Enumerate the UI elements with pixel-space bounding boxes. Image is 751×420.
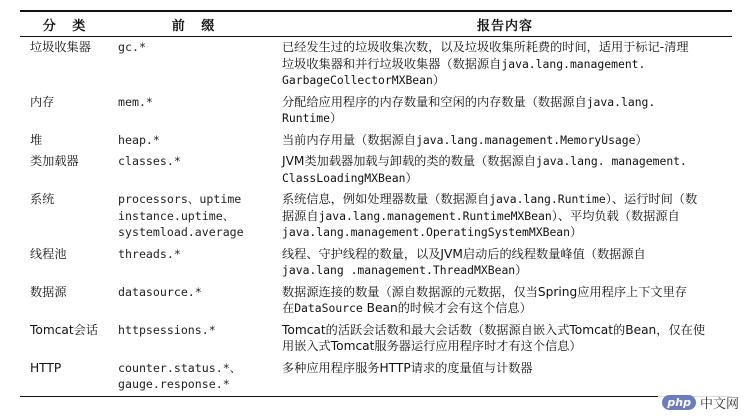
description-text: 据源自 (282, 208, 319, 223)
description-text: JVM类加载器加载与卸载的类的数量（数据源自 (282, 154, 537, 168)
code-text: GarbageCollectorMXBean (282, 73, 433, 87)
row-description (278, 320, 732, 358)
description-text: 数据源连接的数量（源自数据源的元数据，仅当Spring应用程序上下文里存 (282, 284, 687, 299)
code-text: Runtime (282, 111, 331, 125)
code-text: java.lang.management. (501, 56, 646, 71)
row-category: 类加载器 (30, 154, 79, 168)
table-row (20, 282, 732, 320)
row-category: 堆 (30, 132, 43, 147)
description-text: 分配给应用程序的内存数量和空闲的内存数量（数据源自 (282, 94, 587, 109)
description-line (282, 132, 728, 149)
description-line (282, 338, 728, 355)
description-line (282, 322, 728, 339)
table-row (20, 151, 732, 189)
description-line (282, 153, 728, 170)
code-text: java.lang.management.RuntimeMXBean (318, 208, 552, 223)
description-line (282, 360, 728, 377)
row-category: HTTP (20, 358, 114, 397)
description-line (282, 72, 728, 89)
table-row (20, 130, 732, 152)
row-prefix (114, 92, 278, 130)
description-text: Bean的时候才会有这个信息） (362, 301, 532, 315)
row-category: 数据源 (30, 284, 67, 299)
description-line (282, 56, 728, 73)
header-category: 分 类 (20, 11, 114, 37)
row-description (278, 282, 732, 320)
description-text: 在 (282, 301, 295, 315)
row-prefix (114, 358, 278, 397)
row-prefix (114, 151, 278, 189)
code-text: java.lang .management.ThreadMXBean (282, 263, 516, 277)
row-prefix (114, 320, 278, 358)
code-text: java.lang.management.OperatingSystemMXBean (282, 225, 571, 239)
description-text: 垃圾收集器和并行垃圾收集器（数据源自 (282, 56, 502, 71)
description-text: ） (432, 73, 446, 87)
description-line (282, 262, 728, 279)
row-category: 系统 (30, 192, 55, 206)
row-description (278, 244, 732, 282)
description-line (282, 224, 728, 241)
prefix-line: processors、uptime (118, 192, 242, 206)
prefix-line: systemload.average (118, 225, 244, 239)
description-text: ） (405, 170, 418, 185)
prefix-line: mem.* (118, 94, 153, 109)
description-text: 系统信息，例如处理器数量（数据源自 (282, 192, 490, 206)
row-category: 线程池 (30, 246, 67, 261)
table-row (20, 244, 732, 282)
prefix-line: counter.status.*、 (118, 360, 242, 375)
row-description (278, 92, 732, 130)
prefix-line: datasource.* (118, 284, 202, 299)
code-text: java.lang.Runtime (489, 192, 606, 206)
description-line (282, 191, 728, 208)
table-row (20, 189, 732, 244)
description-text: 多种应用程序服务HTTP请求的度量值与计数器 (282, 360, 533, 375)
row-prefix (114, 282, 278, 320)
row-prefix (114, 130, 278, 152)
table-row (20, 320, 732, 358)
table-row (20, 358, 732, 397)
code-text: java.lang. management. (536, 154, 687, 168)
code-text: DataSource (294, 301, 363, 315)
description-line (282, 94, 728, 111)
prefix-line: threads.* (118, 246, 181, 261)
prefix-line: httpsessions.* (118, 322, 216, 337)
description-line (282, 170, 728, 187)
table-row (20, 37, 732, 92)
code-text: java.lang.management.MemoryUsage (416, 132, 636, 147)
description-line (282, 110, 728, 127)
code-text: java.lang. (586, 94, 656, 109)
row-description (278, 37, 732, 92)
description-text: ） (635, 132, 648, 147)
description-text: 已经发生过的垃圾收集次数，以及垃圾收集所耗费的时间，适用于标记-清理 (282, 40, 689, 54)
description-text: 用嵌入式Tomcat服务器运行应用程序时才有这个信息） (282, 339, 582, 353)
prefix-line: classes.* (118, 154, 181, 168)
prefix-line: heap.* (118, 132, 160, 147)
row-category: 垃圾收集器 (30, 40, 91, 54)
prefix-line: instance.uptime、 (118, 208, 235, 223)
watermark-text: 中文网 (699, 397, 739, 412)
row-prefix (114, 189, 278, 244)
row-prefix (114, 37, 278, 92)
row-category: Tomcat会话 (30, 322, 99, 337)
row-description (278, 189, 732, 244)
description-text: 线程、守护线程的数量，以及JVM启动后的线程数量峰值（数据源自 (282, 246, 646, 261)
description-text: Tomcat的活跃会话数和最大会话数（数据源自嵌入式Tomcat的Bean，仅在使 (282, 322, 706, 337)
header-report: 报告内容 (278, 11, 732, 37)
prefix-line: gc.* (118, 40, 146, 54)
description-line (282, 284, 728, 301)
row-description (278, 151, 732, 189)
row-prefix (114, 244, 278, 282)
description-text: ） (570, 225, 583, 239)
description-text: ） (515, 263, 528, 277)
metrics-table (20, 10, 732, 397)
watermark (658, 391, 743, 414)
prefix-line: gauge.response.* (118, 377, 230, 391)
description-line (282, 300, 728, 317)
php-logo: php (662, 395, 696, 410)
row-category: 内存 (30, 94, 55, 109)
description-text: ）、平均负载（数据源自 (551, 208, 680, 223)
description-text: 当前内存用量（数据源自 (282, 132, 417, 147)
description-line (282, 208, 728, 225)
description-text: ）、运行时间（数 (605, 192, 698, 206)
table-header-row (20, 11, 732, 37)
description-line (282, 39, 728, 56)
description-line (282, 246, 728, 263)
description-text: ） (330, 111, 343, 125)
table-row (20, 92, 732, 130)
code-text: ClassLoadingMXBean (282, 170, 406, 185)
header-prefix: 前 缀 (114, 11, 278, 37)
row-description (278, 130, 732, 152)
